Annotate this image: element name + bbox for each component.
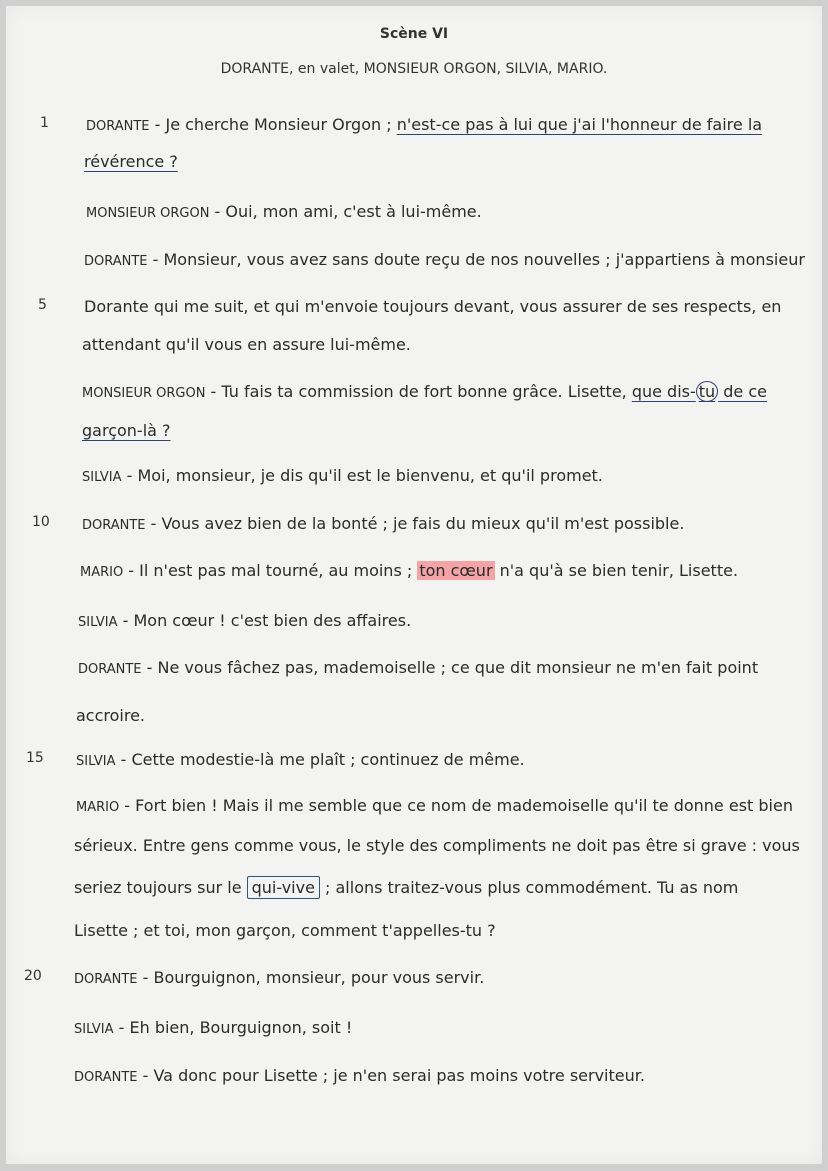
- line-number: 1: [40, 115, 49, 131]
- line-text: - Moi, monsieur, je dis qu'il est le bienvenu, et qu'il promet.: [121, 466, 603, 485]
- dialogue-line: [76, 796, 793, 815]
- dialogue-line: [80, 561, 738, 580]
- underlined-text: que dis-: [631, 382, 696, 401]
- underlined-text: révérence ?: [84, 152, 178, 171]
- dialogue-line: [74, 968, 484, 987]
- dialogue-line: [82, 421, 171, 440]
- line-text: - Tu fais ta commission de fort bonne grâce. Lisette,: [205, 382, 632, 401]
- line-text: attendant qu'il vous en assure lui-même.: [82, 335, 411, 354]
- speaker-name: MONSIEUR ORGON: [86, 206, 210, 221]
- highlighted-text: ton cœur: [419, 561, 493, 580]
- line-text: Lisette ; et toi, mon garçon, comment t'appelles-tu ?: [74, 921, 496, 940]
- line-text: n'a qu'à se bien tenir, Lisette.: [494, 561, 739, 580]
- dialogue-line: [78, 658, 758, 677]
- speaker-name: SILVIA: [74, 1022, 114, 1037]
- dialogue-line: [78, 611, 411, 630]
- line-text: - Oui, mon ami, c'est à lui-même.: [209, 202, 482, 221]
- speaker-name: DORANTE: [86, 119, 150, 134]
- line-text: - Eh bien, Bourguignon, soit !: [113, 1018, 353, 1037]
- speaker-name: DORANTE: [82, 518, 146, 533]
- dialogue-line: [74, 1018, 352, 1037]
- line-text: - Vous avez bien de la bonté ; je fais du mieux qu'il m'est possible.: [145, 514, 685, 533]
- document-page: [6, 6, 822, 1164]
- line-text: accroire.: [76, 706, 146, 725]
- dialogue-line: [82, 382, 767, 401]
- boxed-text: qui-vive: [247, 876, 320, 899]
- dialogue-line: [76, 750, 525, 769]
- dialogue-line: [74, 836, 800, 855]
- speaker-name: DORANTE: [74, 972, 138, 987]
- speaker-name: MARIO: [76, 800, 120, 815]
- line-text: - Mon cœur ! c'est bien des affaires.: [117, 611, 412, 630]
- line-text: - Va donc pour Lisette ; je n'en serai pas moins votre serviteur.: [137, 1066, 645, 1085]
- speaker-name: SILVIA: [78, 615, 118, 630]
- circled-text: tu: [696, 381, 718, 402]
- dialogue-line: [74, 1066, 645, 1085]
- line-number: 20: [24, 968, 42, 984]
- dialogue-line: [84, 152, 178, 171]
- dialogue-line: [86, 202, 482, 221]
- speaker-name: DORANTE: [84, 254, 148, 269]
- speaker-name: SILVIA: [82, 470, 122, 485]
- dialogue-line: [84, 297, 781, 316]
- line-text: - Ne vous fâchez pas, mademoiselle ; ce que dit monsieur ne m'en fait point: [141, 658, 759, 677]
- characters-list: DORANTE, en valet, MONSIEUR ORGON, SILVIA, MARIO.: [220, 61, 608, 77]
- line-number: 15: [26, 750, 44, 766]
- line-text: ; allons traitez-vous plus commodément. Tu as nom: [319, 878, 739, 897]
- underlined-text: garçon-là ?: [82, 421, 171, 440]
- dialogue-line: [76, 706, 145, 725]
- dialogue-line: [82, 466, 603, 485]
- underlined-text: n'est-ce pas à lui que j'ai l'honneur de faire la: [396, 115, 763, 134]
- dialogue-line: [74, 878, 738, 897]
- dialogue-line: [74, 921, 496, 940]
- speaker-name: DORANTE: [78, 662, 142, 677]
- line-text: - Il n'est pas mal tourné, au moins ;: [123, 561, 418, 580]
- speaker-name: MONSIEUR ORGON: [82, 386, 206, 401]
- speaker-name: MARIO: [80, 565, 124, 580]
- line-text: seriez toujours sur le: [74, 878, 247, 897]
- scene-title: Scène VI: [379, 26, 449, 42]
- dialogue-line: [82, 335, 411, 354]
- line-text: - Monsieur, vous avez sans doute reçu de nos nouvelles ; j'appartiens à monsieur: [147, 250, 805, 269]
- dialogue-line: [86, 115, 762, 134]
- dialogue-line: [82, 514, 684, 533]
- dialogue-line: [84, 250, 805, 269]
- line-number: 10: [32, 514, 50, 530]
- line-text: - Bourguignon, monsieur, pour vous servir.: [137, 968, 485, 987]
- line-text: - Fort bien ! Mais il me semble que ce nom de mademoiselle qu'il te donne est bien: [119, 796, 793, 815]
- line-text: sérieux. Entre gens comme vous, le style des compliments ne doit pas être si grave : vous: [74, 836, 800, 855]
- line-text: - Cette modestie-là me plaît ; continuez de même.: [115, 750, 525, 769]
- speaker-name: SILVIA: [76, 754, 116, 769]
- line-number: 5: [38, 297, 47, 313]
- line-text: Dorante qui me suit, et qui m'envoie toujours devant, vous assurer de ses respects, en: [84, 297, 782, 316]
- underlined-text: de ce: [718, 382, 767, 401]
- line-text: - Je cherche Monsieur Orgon ;: [149, 115, 397, 134]
- speaker-name: DORANTE: [74, 1070, 138, 1085]
